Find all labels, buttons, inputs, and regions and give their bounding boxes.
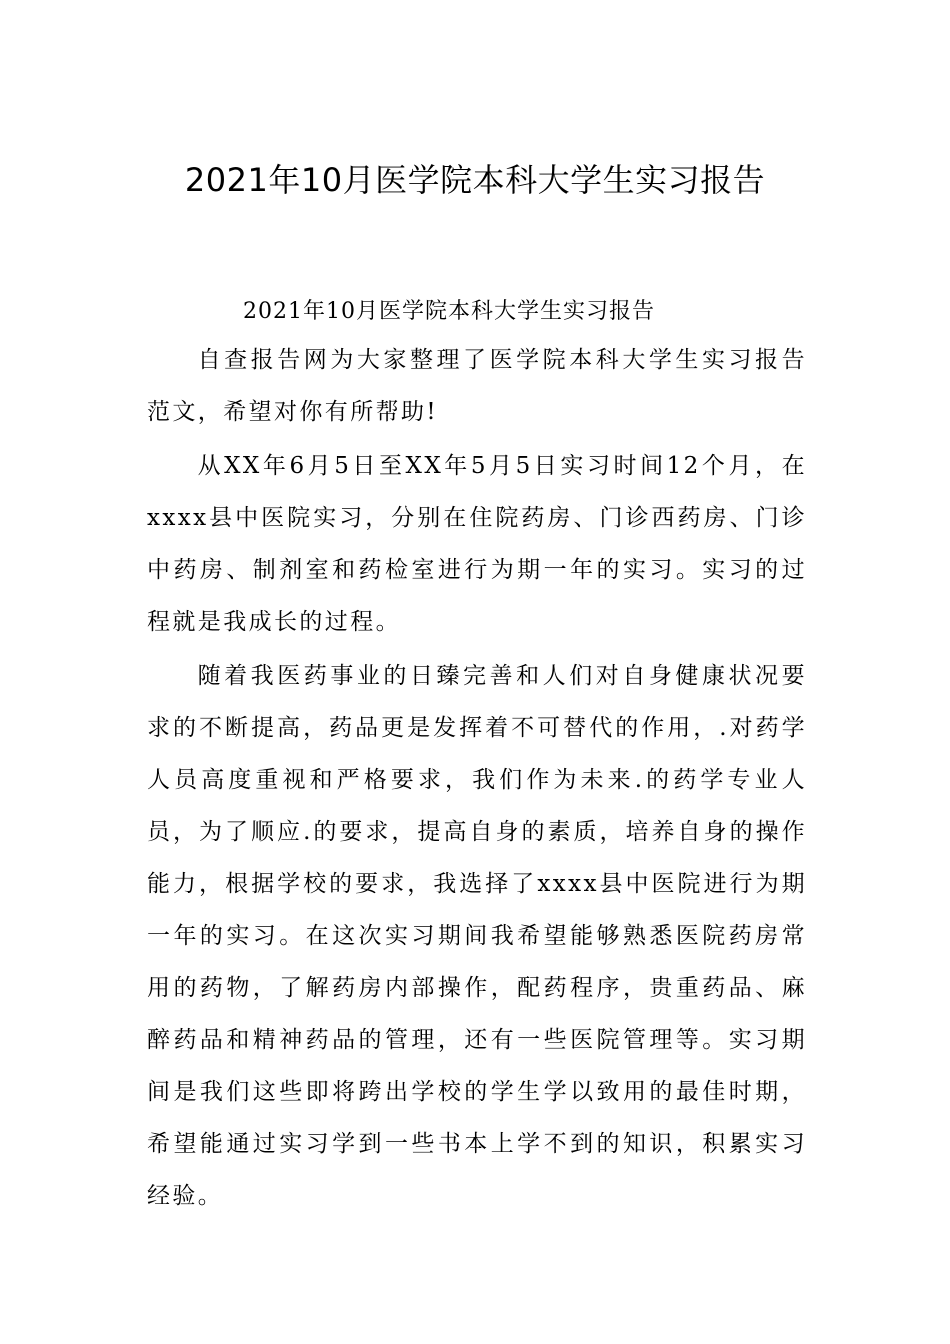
paragraph-internship-goals: 随着我医药事业的日臻完善和人们对自身健康状况要求的不断提高，药品更是发挥着不可替代的作用，.对药学人员高度重视和严格要求，我们作为未来.的药学专业人员，为了顺应.的要求，提高自身的素质，培养自身的操作能力，根据学校的要求，我选择了xxxx县中医院进行为期一年的实习。在这次实习期间我希望能够熟悉医院药房常用的药物，了解药房内部操作，配药程序，贵重药品、麻醉药品和精神药品的管理，还有一些医院管理等。实习期间是我们这些即将跨出学校的学生学以致用的最佳时期，希望能通过实习学到一些书本上学不到的知识，积累实习经验。 <box>147 663 807 1209</box>
document-body <box>147 290 807 1222</box>
document-subtitle: 2021年10月医学院本科大学生实习报告 <box>243 299 655 324</box>
document-title: 2021年10月医学院本科大学生实习报告 <box>184 161 766 199</box>
paragraph-intro: 自查报告网为大家整理了医学院本科大学生实习报告范文，希望对你有所帮助! <box>147 347 807 425</box>
paragraph-internship-period: 从XX年6月5日至XX年5月5日实习时间12个月，在xxxx县中医院实习，分别在住院药房、门诊西药房、门诊中药房、制剂室和药检室进行为期一年的实习。实习的过程就是我成长的过程。 <box>147 453 807 635</box>
